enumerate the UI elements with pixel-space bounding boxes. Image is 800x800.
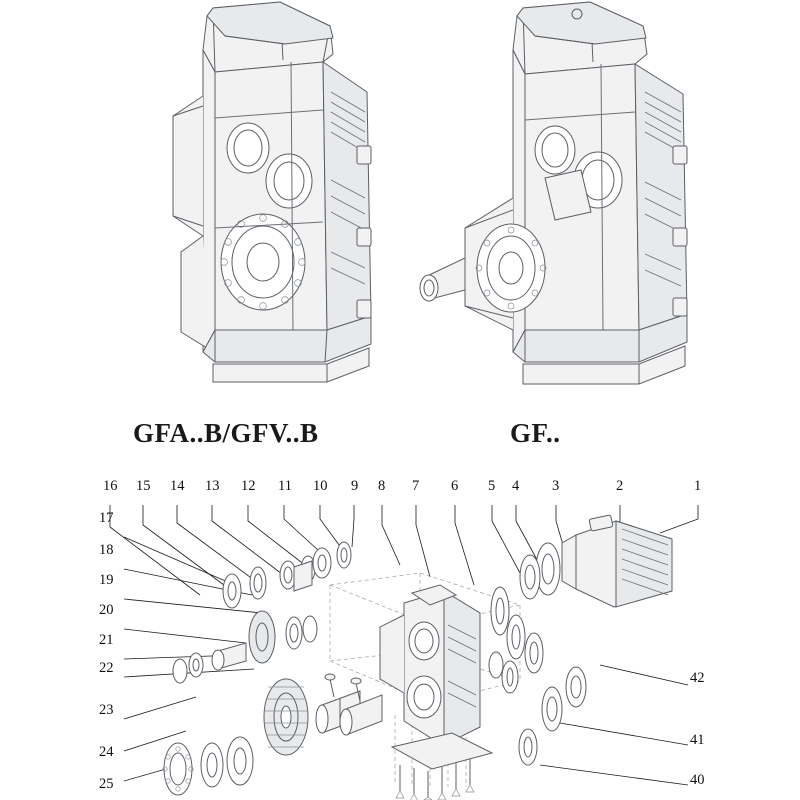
callout-18: 18 <box>99 542 114 558</box>
callout-20: 20 <box>99 602 114 618</box>
callout-17: 17 <box>99 510 114 526</box>
callout-13: 13 <box>205 478 220 494</box>
callout-7: 7 <box>412 478 420 494</box>
callout-42: 42 <box>690 670 705 686</box>
callout-12: 12 <box>241 478 256 494</box>
callout-9: 9 <box>351 478 359 494</box>
callout-10: 10 <box>313 478 328 494</box>
callout-23: 23 <box>99 702 114 718</box>
callout-1: 1 <box>694 478 702 494</box>
callout-25: 25 <box>99 776 114 792</box>
callout-2: 2 <box>616 478 624 494</box>
callout-24: 24 <box>99 744 114 760</box>
callout-8: 8 <box>378 478 386 494</box>
callout-40: 40 <box>690 772 705 788</box>
callout-22: 22 <box>99 660 114 676</box>
gearbox-left-figure <box>95 0 385 400</box>
callout-19: 19 <box>99 572 114 588</box>
gearbox-right-figure <box>405 0 705 400</box>
callout-11: 11 <box>278 478 292 494</box>
callout-15: 15 <box>136 478 151 494</box>
callout-21: 21 <box>99 632 114 648</box>
gearbox-isometric-icon <box>173 2 371 382</box>
exploded-parts-diagram-icon <box>110 505 698 800</box>
callout-14: 14 <box>170 478 185 494</box>
callout-16: 16 <box>103 478 118 494</box>
callout-3: 3 <box>552 478 560 494</box>
callout-6: 6 <box>451 478 459 494</box>
exploded-view <box>0 465 800 800</box>
caption-left: GFA..B/GFV..B <box>133 418 319 448</box>
callout-5: 5 <box>488 478 496 494</box>
gearbox-isometric-with-shaft-icon <box>420 2 687 384</box>
callout-4: 4 <box>512 478 520 494</box>
caption-right: GF.. <box>510 418 561 448</box>
callout-41: 41 <box>690 732 705 748</box>
